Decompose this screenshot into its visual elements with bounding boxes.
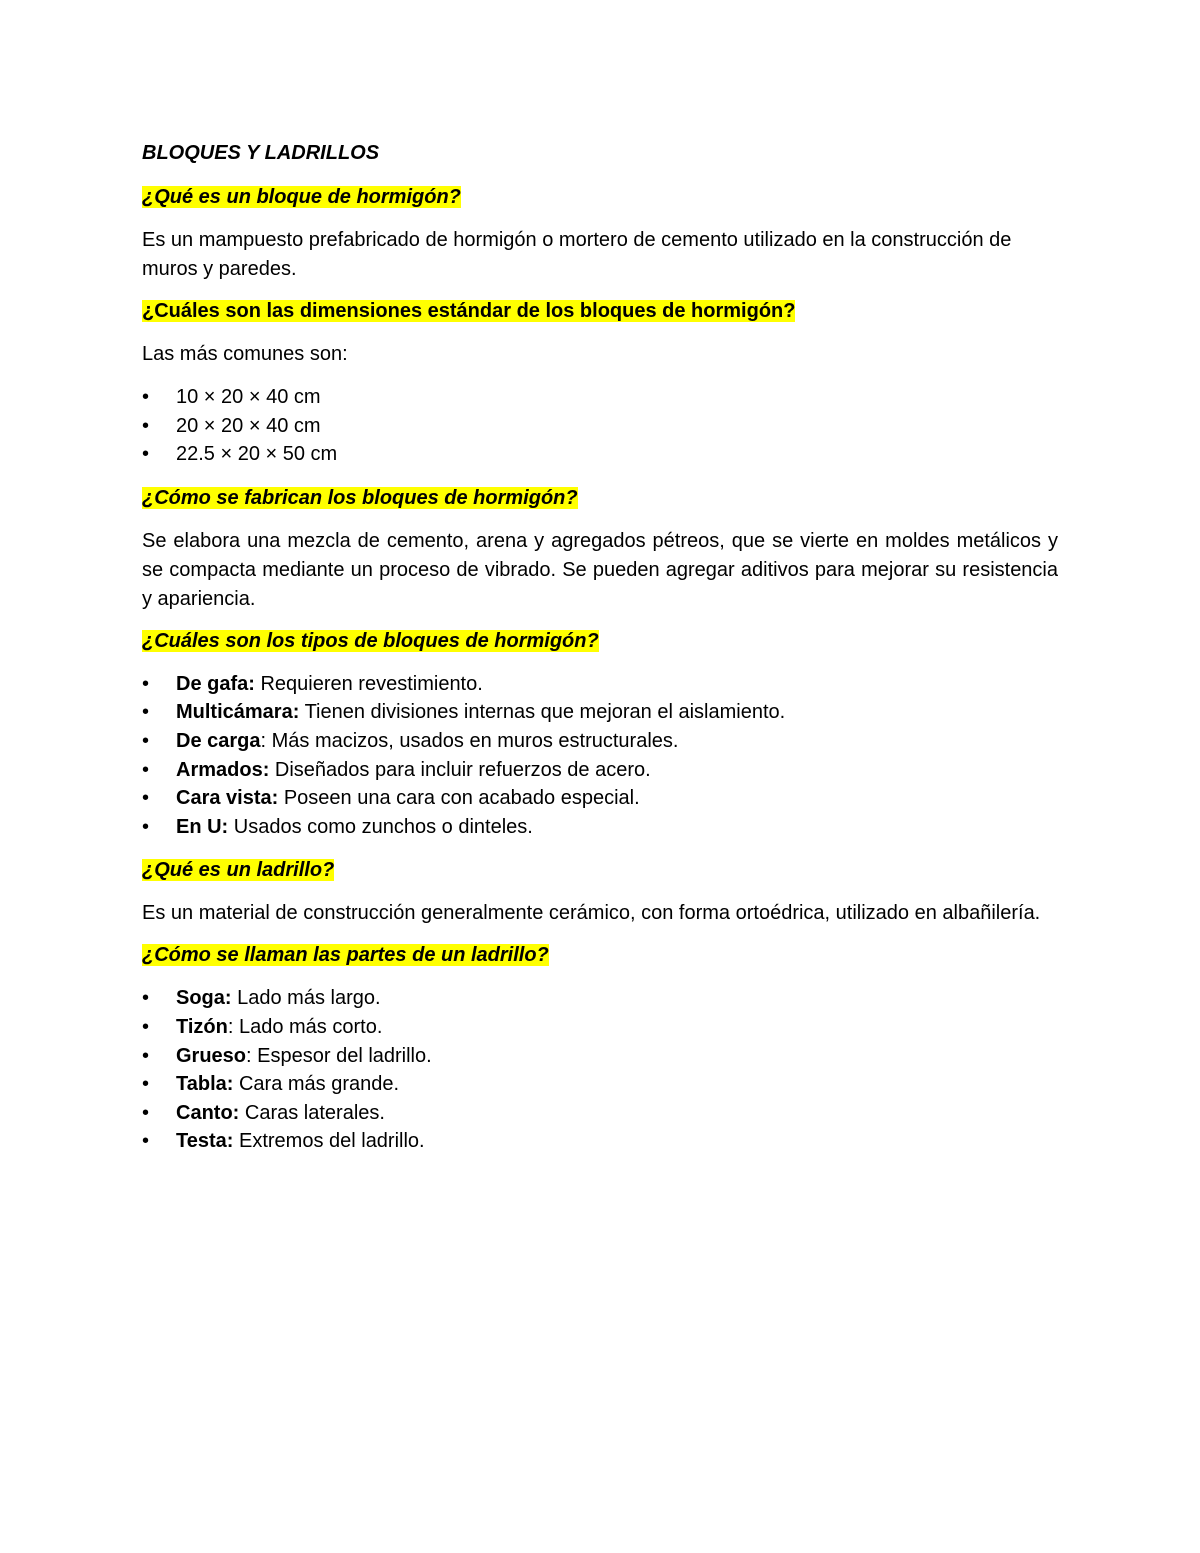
answer-paragraph: Se elabora una mezcla de cemento, arena y agregados pétreos, que se vierte en moldes metálicos y se compacta mediante un proceso de vibrado. Se pueden agregar aditivos para mejorar su resistencia y apariencia. — [142, 529, 1058, 610]
item-term: Tizón — [176, 1015, 228, 1038]
item-term: Soga: — [176, 987, 232, 1010]
list-item — [142, 1070, 1058, 1099]
item-desc: Extremos del ladrillo. — [233, 1130, 425, 1153]
item-term: Testa: — [176, 1130, 234, 1153]
item-term: Armados: — [176, 758, 270, 781]
bullet-icon: • — [142, 672, 150, 695]
item-term: Multicámara: — [176, 701, 300, 724]
item-desc: : Lado más corto. — [227, 1015, 383, 1038]
answer-paragraph: Es un mampuesto prefabricado de hormigón o mortero de cemento utilizado en la construcción de muros y paredes. — [142, 229, 1012, 280]
block-types-list — [142, 670, 1058, 842]
bullet-icon: • — [142, 1130, 150, 1153]
item-term: Tabla: — [176, 1073, 234, 1096]
list-item — [142, 1127, 1058, 1156]
item-term: De carga — [176, 729, 261, 752]
question-highlight: ¿Cuáles son los tipos de bloques de hormigón? — [142, 629, 599, 652]
question-heading — [142, 628, 1058, 654]
list-item — [142, 440, 1058, 469]
list-item — [142, 670, 1058, 699]
list-item — [142, 412, 1058, 441]
item-desc: : Más macizos, usados en muros estructurales. — [260, 729, 679, 752]
bullet-icon: • — [142, 1044, 150, 1067]
question-heading — [142, 857, 1058, 883]
bullet-icon: • — [142, 1073, 150, 1096]
bullet-icon: • — [142, 787, 150, 810]
question-highlight: ¿Qué es un bloque de hormigón? — [142, 186, 461, 208]
question-heading — [142, 485, 1058, 511]
item-text: 22.5 × 20 × 50 cm — [176, 443, 338, 466]
item-text: 20 × 20 × 40 cm — [176, 414, 321, 437]
list-item — [142, 727, 1058, 756]
question-heading — [142, 942, 1058, 968]
list-item — [142, 1042, 1058, 1071]
document-page — [142, 138, 1058, 1172]
item-desc: Cara más grande. — [233, 1073, 400, 1096]
item-term: En U: — [176, 815, 229, 838]
question-highlight: ¿Cómo se llaman las partes de un ladrillo? — [142, 944, 549, 967]
bullet-icon: • — [142, 414, 150, 437]
question-highlight: ¿Cómo se fabrican los bloques de hormigón? — [142, 486, 578, 509]
question-highlight: ¿Qué es un ladrillo? — [142, 859, 335, 882]
list-item — [142, 1013, 1058, 1042]
item-term: De gafa: — [176, 672, 255, 695]
intro-paragraph: Las más comunes son: — [142, 343, 348, 365]
list-item — [142, 984, 1058, 1013]
bullet-icon: • — [142, 386, 150, 408]
bullet-icon: • — [142, 815, 150, 838]
list-item — [142, 1099, 1058, 1128]
bullet-icon: • — [142, 701, 150, 724]
list-item — [142, 813, 1058, 842]
item-desc: Tienen divisiones internas que mejoran el aislamiento. — [299, 701, 786, 724]
list-item — [142, 383, 1058, 412]
item-desc: Diseñados para incluir refuerzos de acero. — [269, 758, 651, 781]
item-desc: : Espesor del ladrillo. — [246, 1044, 432, 1067]
item-desc: Requieren revestimiento. — [254, 672, 483, 695]
document-title: BLOQUES Y LADRILLOS — [142, 142, 380, 164]
bullet-icon: • — [142, 987, 150, 1010]
answer-paragraph: Es un material de construcción generalmente cerámico, con forma ortoédrica, utilizado en albañilería. — [142, 902, 1041, 925]
question-highlight: ¿Cuáles son las dimensiones estándar de los bloques de hormigón? — [142, 300, 796, 322]
bullet-icon: • — [142, 758, 150, 781]
bullet-icon: • — [142, 1015, 150, 1038]
item-desc: Poseen una cara con acabado especial. — [278, 787, 640, 810]
item-term: Canto: — [176, 1101, 240, 1124]
item-desc: Caras laterales. — [239, 1101, 385, 1124]
dimensions-list — [142, 383, 1058, 469]
item-desc: Lado más largo. — [231, 987, 381, 1010]
item-term: Grueso — [176, 1044, 247, 1067]
bullet-icon: • — [142, 729, 150, 752]
brick-parts-list — [142, 984, 1058, 1156]
bullet-icon: • — [142, 1101, 150, 1124]
list-item — [142, 784, 1058, 813]
question-heading — [142, 184, 1058, 210]
list-item — [142, 698, 1058, 727]
list-item — [142, 756, 1058, 785]
bullet-icon: • — [142, 443, 150, 466]
item-term: Cara vista: — [176, 787, 279, 810]
question-heading — [142, 298, 1058, 324]
item-text: 10 × 20 × 40 cm — [176, 386, 321, 408]
item-desc: Usados como zunchos o dinteles. — [228, 815, 533, 838]
